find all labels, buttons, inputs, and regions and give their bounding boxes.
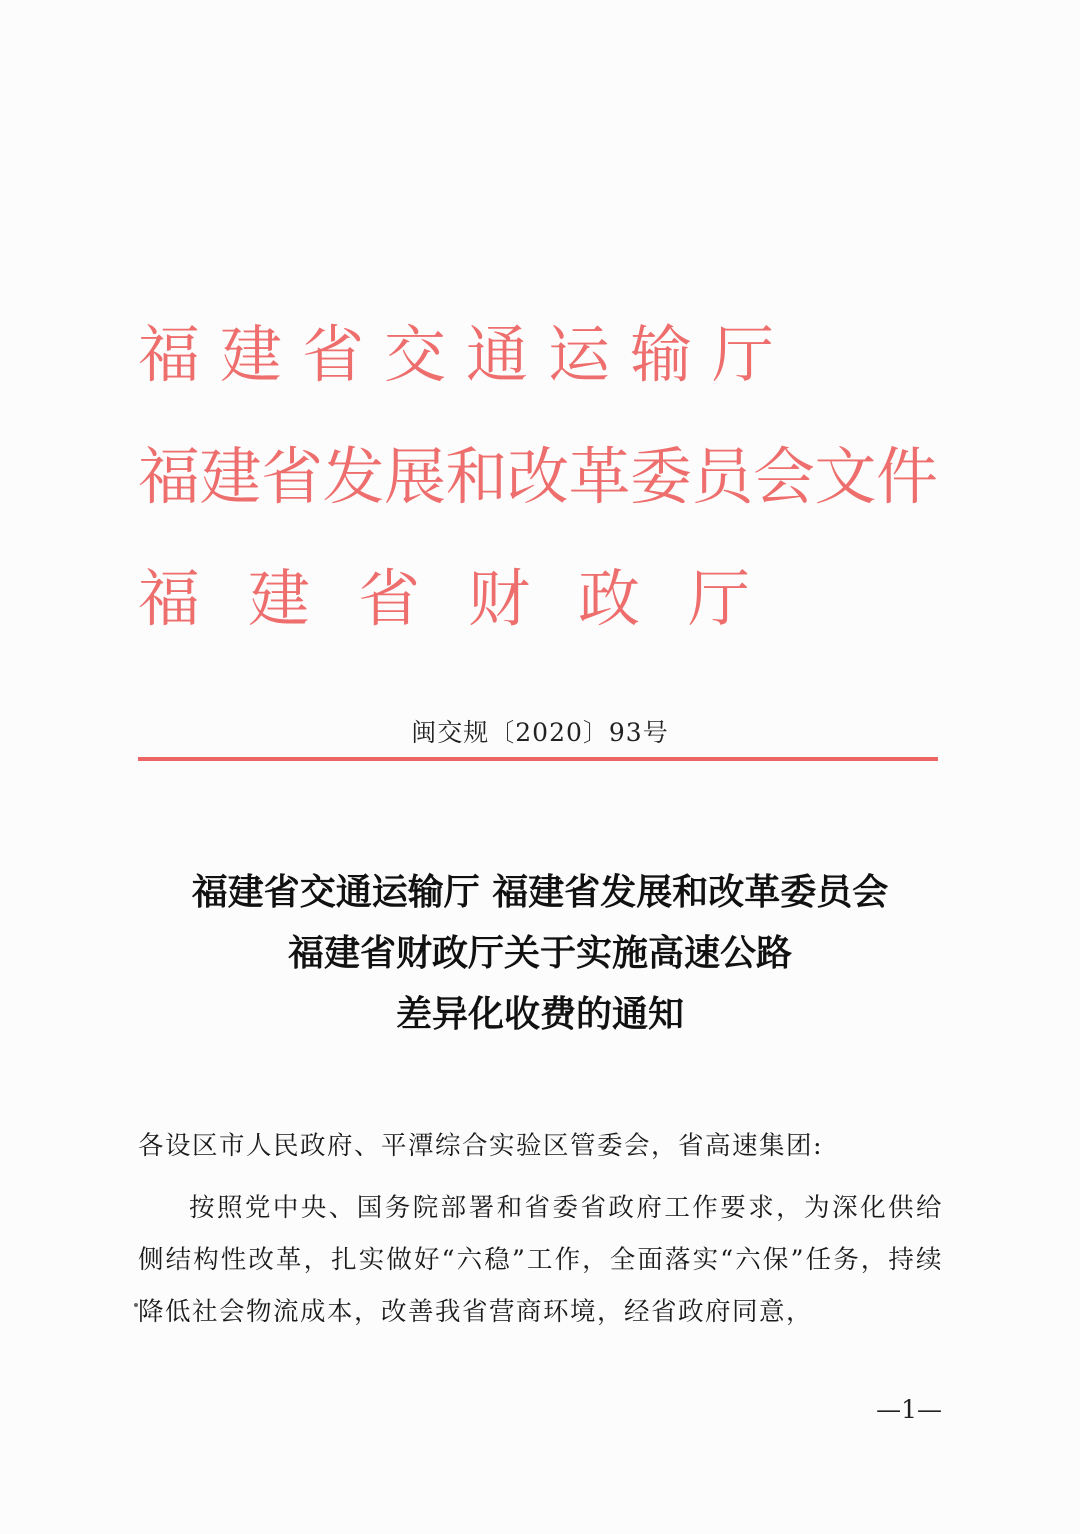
page-number: —1— — [876, 1395, 942, 1424]
document-title — [80, 862, 1000, 1045]
salutation: 各设区市人民政府、平潭综合实验区管委会，省高速集团: — [138, 1131, 824, 1161]
document-number: 闽交规〔2020〕93号 — [411, 718, 669, 747]
issuing-authorities-header — [138, 318, 938, 636]
red-divider-line — [138, 757, 938, 761]
header-line-development-commission: 福建省发展和改革委员会文件 — [138, 440, 938, 513]
header-line-transport-dept: 福建省交通运输厅 — [138, 318, 795, 391]
header-line-finance-dept: 福建省财政厅 — [138, 562, 799, 635]
body-paragraph: 按照党中央、国务院部署和省委省政府工作要求，为深化供给侧结构性改革，扎实做好“六稳”工作，全面落实“六保”任务，持续降低社会物流成本，改善我省营商环境，经省政府同意， — [138, 1193, 943, 1327]
scan-dot-mark — [134, 1303, 138, 1307]
document-body — [138, 1120, 943, 1338]
title-line-2: 福建省财政厅关于实施高速公路 — [287, 932, 792, 974]
title-line-1: 福建省交通运输厅 福建省发展和改革委员会 — [191, 871, 889, 913]
title-line-3: 差异化收费的通知 — [395, 993, 684, 1035]
